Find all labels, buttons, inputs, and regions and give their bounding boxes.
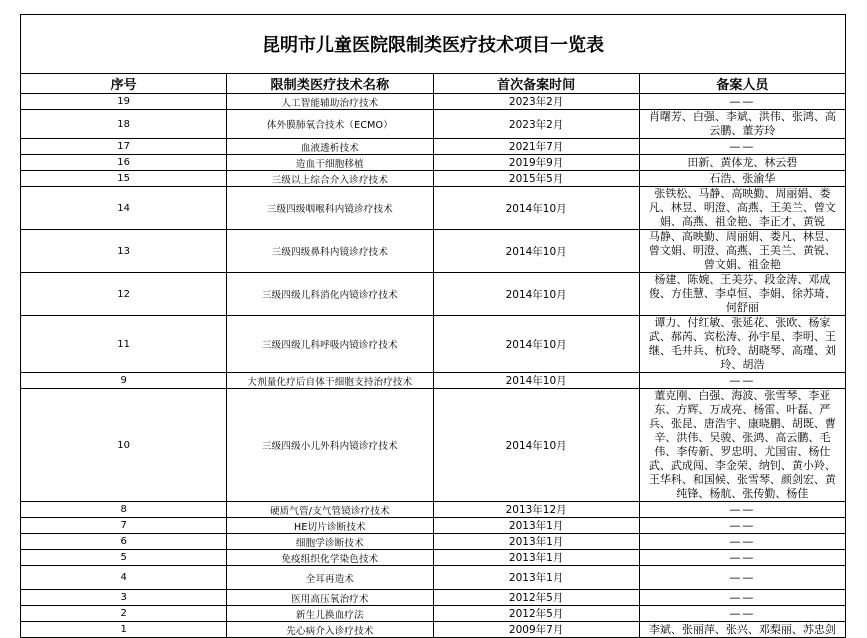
filing-date: 2014年10月 <box>433 273 639 316</box>
table-row <box>21 502 846 518</box>
header-no: 序号 <box>21 74 227 94</box>
table-row <box>21 590 846 606</box>
table-row <box>21 94 846 110</box>
row-number: 1 <box>21 622 227 638</box>
staff-list: 肖曙芳、白强、李斌、洪伟、张鸿、高云鹏、董芳玲 <box>639 110 845 139</box>
table-row <box>21 550 846 566</box>
row-number: 14 <box>21 187 227 230</box>
staff-list: 田新、黄体龙、林云碧 <box>639 155 845 171</box>
table-row <box>21 171 846 187</box>
tech-table <box>20 14 846 638</box>
tech-name: 细胞学诊断技术 <box>227 534 433 550</box>
row-number: 18 <box>21 110 227 139</box>
filing-date: 2013年1月 <box>433 534 639 550</box>
tech-name: 造血干细胞移植 <box>227 155 433 171</box>
staff-list: 谭力、付红敏、张延花、张欧、杨家武、郝芮、宾松涛、孙宇星、李明、王继、毛井兵、杭玲、胡晓琴、高瑾、刘玲、胡浩 <box>639 316 845 373</box>
filing-date: 2012年5月 <box>433 606 639 622</box>
staff-list: 张铁松、马静、高映勤、周丽娟、娄凡、林昱、明澄、高燕、王美兰、曾文娟、高燕、祖金艳、李正才、黄锐 <box>639 187 845 230</box>
staff-list: 石浩、张渝华 <box>639 171 845 187</box>
tech-name: 大剂量化疗后自体干细胞支持治疗技术 <box>227 373 433 389</box>
tech-name: 三级四级小儿外科内镜诊疗技术 <box>227 389 433 502</box>
row-number: 4 <box>21 566 227 590</box>
staff-list: 李斌、张丽萍、张兴、邓梨丽、苏忠剑 <box>639 622 845 638</box>
row-number: 13 <box>21 230 227 273</box>
row-number: 11 <box>21 316 227 373</box>
tech-name: HE切片诊断技术 <box>227 518 433 534</box>
table-row <box>21 606 846 622</box>
table-row <box>21 139 846 155</box>
table-row <box>21 373 846 389</box>
staff-list: 杨建、陈婉、王美芬、段金涛、邓成俊、方佳慧、李卓恒、李娟、徐苏琦、何舒丽 <box>639 273 845 316</box>
staff-list: —— <box>639 590 845 606</box>
filing-date: 2012年5月 <box>433 590 639 606</box>
filing-date: 2023年2月 <box>433 94 639 110</box>
staff-list: —— <box>639 94 845 110</box>
header-date: 首次备案时间 <box>433 74 639 94</box>
tech-name: 三级以上综合介入诊疗技术 <box>227 171 433 187</box>
row-number: 5 <box>21 550 227 566</box>
staff-list: —— <box>639 606 845 622</box>
tech-name: 硬质气管/支气管镜诊疗技术 <box>227 502 433 518</box>
staff-list: —— <box>639 518 845 534</box>
filing-date: 2014年10月 <box>433 316 639 373</box>
table-row <box>21 622 846 638</box>
table-row <box>21 155 846 171</box>
row-number: 16 <box>21 155 227 171</box>
tech-name: 全耳再造术 <box>227 566 433 590</box>
filing-date: 2019年9月 <box>433 155 639 171</box>
header-staff: 备案人员 <box>639 74 845 94</box>
tech-name: 免疫组织化学染色技术 <box>227 550 433 566</box>
row-number: 10 <box>21 389 227 502</box>
tech-name: 三级四级儿科消化内镜诊疗技术 <box>227 273 433 316</box>
table-row <box>21 389 846 502</box>
filing-date: 2014年10月 <box>433 389 639 502</box>
table-row <box>21 187 846 230</box>
staff-list: 马静、高映勤、周丽娟、娄凡、林昱、曾文娟、明澄、高燕、王美兰、黄锐、曾文娟、祖金艳 <box>639 230 845 273</box>
row-number: 12 <box>21 273 227 316</box>
row-number: 8 <box>21 502 227 518</box>
tech-name: 三级四级咽喉科内镜诊疗技术 <box>227 187 433 230</box>
row-number: 17 <box>21 139 227 155</box>
row-number: 19 <box>21 94 227 110</box>
staff-list: —— <box>639 502 845 518</box>
table-row <box>21 316 846 373</box>
tech-name: 体外膜肺氧合技术（ECMO） <box>227 110 433 139</box>
staff-list: —— <box>639 566 845 590</box>
filing-date: 2023年2月 <box>433 110 639 139</box>
table-row <box>21 518 846 534</box>
staff-list: —— <box>639 534 845 550</box>
row-number: 6 <box>21 534 227 550</box>
header-name: 限制类医疗技术名称 <box>227 74 433 94</box>
filing-date: 2014年10月 <box>433 230 639 273</box>
staff-list: —— <box>639 373 845 389</box>
table-body <box>21 94 846 638</box>
title-row <box>21 15 846 74</box>
filing-date: 2014年10月 <box>433 373 639 389</box>
header-row <box>21 74 846 94</box>
table-row <box>21 566 846 590</box>
filing-date: 2013年1月 <box>433 518 639 534</box>
table-row <box>21 534 846 550</box>
tech-name: 先心病介入诊疗技术 <box>227 622 433 638</box>
tech-name: 血液透析技术 <box>227 139 433 155</box>
filing-date: 2013年1月 <box>433 566 639 590</box>
tech-name: 三级四级鼻科内镜诊疗技术 <box>227 230 433 273</box>
staff-list: 董克刚、白强、海波、张雪琴、李亚东、方辉、万成亮、杨雷、叶磊、严兵、张昆、唐浩宇、康晓鹏、胡既、曹辛、洪伟、吴骏、张鸿、高云鹏、毛伟、李传新、罗忠明、尤国宙、杨仕武、武成闯、李金荣、纳钊、黄小羚、王华科、和国候、张雪琴、颜剑宏、黄纯锋、杨航、张传勤、杨佳 <box>639 389 845 502</box>
filing-date: 2015年5月 <box>433 171 639 187</box>
tech-name: 新生儿换血疗法 <box>227 606 433 622</box>
table-row <box>21 110 846 139</box>
table-row <box>21 273 846 316</box>
row-number: 2 <box>21 606 227 622</box>
table-row <box>21 230 846 273</box>
tech-name: 人工智能辅助治疗技术 <box>227 94 433 110</box>
filing-date: 2014年10月 <box>433 187 639 230</box>
row-number: 15 <box>21 171 227 187</box>
row-number: 7 <box>21 518 227 534</box>
page-title: 昆明市儿童医院限制类医疗技术项目一览表 <box>21 15 846 74</box>
filing-date: 2009年7月 <box>433 622 639 638</box>
filing-date: 2021年7月 <box>433 139 639 155</box>
filing-date: 2013年1月 <box>433 550 639 566</box>
row-number: 9 <box>21 373 227 389</box>
row-number: 3 <box>21 590 227 606</box>
document-sheet <box>20 14 846 638</box>
tech-name: 医用高压氧治疗术 <box>227 590 433 606</box>
tech-name: 三级四级儿科呼吸内镜诊疗技术 <box>227 316 433 373</box>
staff-list: —— <box>639 139 845 155</box>
filing-date: 2013年12月 <box>433 502 639 518</box>
staff-list: —— <box>639 550 845 566</box>
